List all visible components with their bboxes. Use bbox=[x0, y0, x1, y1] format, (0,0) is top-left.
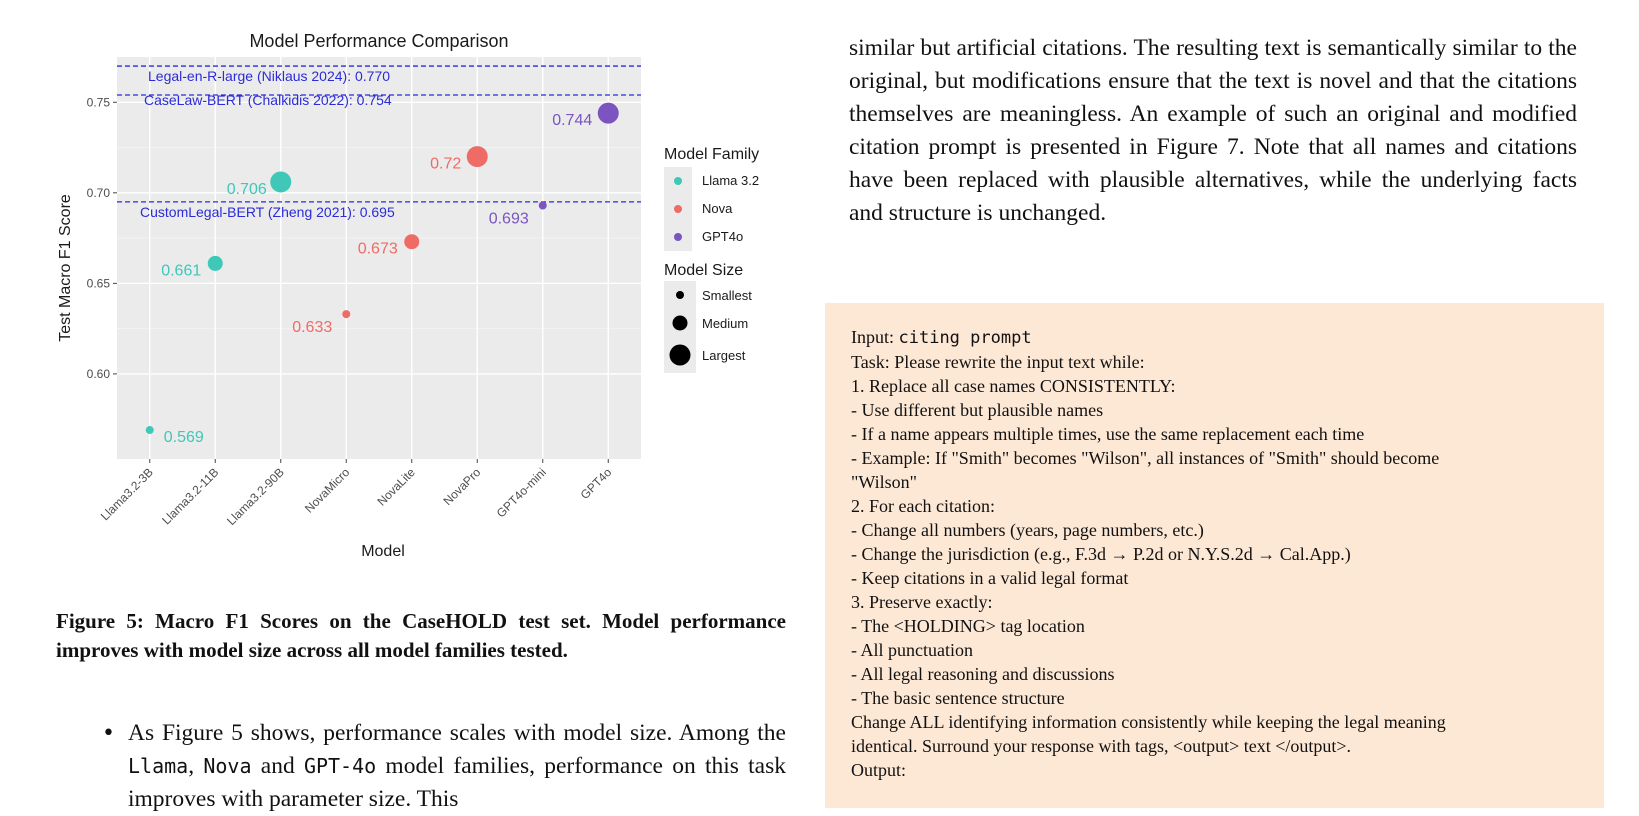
data-point bbox=[539, 201, 547, 209]
legend-swatch bbox=[670, 345, 691, 366]
data-point bbox=[598, 103, 619, 124]
prompt-line: 1. Replace all case names CONSISTENTLY: bbox=[851, 376, 1176, 396]
data-point bbox=[270, 171, 291, 192]
bullet-text bbox=[128, 717, 786, 816]
prompt-line: - Change the jurisdiction (e.g., F.3d → P.2d or N.Y.S.2d → Cal.App.) bbox=[851, 544, 1351, 564]
prompt-input-line bbox=[851, 325, 1580, 350]
model-name-nova: Nova bbox=[203, 754, 252, 778]
performance-chart bbox=[0, 0, 790, 590]
prompt-line: - The <HOLDING> tag location bbox=[851, 616, 1085, 636]
figure-caption: Figure 5: Macro F1 Scores on the CaseHOLD test set. Model performance improves with model size across all model families tested. bbox=[56, 609, 786, 662]
y-axis-label: Test Macro F1 Score bbox=[57, 194, 74, 342]
bullet-text-part: and bbox=[251, 753, 304, 779]
data-label: 0.693 bbox=[488, 210, 529, 228]
reference-line-label: Legal-en-R-large (Niklaus 2024): 0.770 bbox=[148, 68, 391, 85]
prompt-line: Output: bbox=[851, 760, 907, 780]
legend-label: Largest bbox=[702, 348, 746, 363]
data-point bbox=[404, 234, 419, 249]
x-tick-label: GPT4o bbox=[577, 465, 615, 503]
data-label: 0.72 bbox=[430, 155, 462, 173]
legend-label: GPT4o bbox=[702, 229, 744, 244]
legend-label: Nova bbox=[702, 201, 733, 216]
legend-swatch bbox=[674, 233, 682, 241]
legend-title: Model Family bbox=[664, 146, 760, 163]
y-tick-label: 0.75 bbox=[86, 95, 110, 110]
data-point bbox=[467, 146, 488, 167]
reference-line-label: CaseLaw-BERT (Chalkidis 2022): 0.754 bbox=[144, 92, 392, 109]
legend-title: Model Size bbox=[664, 262, 744, 279]
prompt-line: "Wilson" bbox=[851, 472, 917, 492]
data-label: 0.706 bbox=[226, 180, 267, 198]
x-tick-label: Llama3.2-3B bbox=[97, 465, 156, 524]
data-label: 0.744 bbox=[552, 112, 593, 130]
prompt-input-label: Input: bbox=[851, 327, 899, 347]
prompt-line: - All legal reasoning and discussions bbox=[851, 664, 1115, 684]
prompt-line: - The basic sentence structure bbox=[851, 688, 1065, 708]
x-tick-label: Llama3.2-11B bbox=[159, 465, 222, 528]
bullet-text-part: , bbox=[188, 753, 204, 779]
body-paragraph: similar but artificial citations. The resulting text is semantically similar to the original, but modifications ensure that the text is novel and that the citations themselves are meaningless. An example of such an original and modified citation prompt is presented in Figure 7. Note that all names and citations have been replaced with plausible alternatives, while the underlying facts and structure is unchanged. bbox=[849, 35, 1577, 226]
data-point bbox=[342, 310, 350, 318]
prompt-line: - Keep citations in a valid legal format bbox=[851, 568, 1129, 588]
model-name-gpt: GPT-4o bbox=[303, 754, 377, 778]
model-name-llama: Llama bbox=[128, 754, 189, 778]
legend-label: Smallest bbox=[702, 288, 752, 303]
prompt-line: Change ALL identifying information consistently while keeping the legal meaning bbox=[851, 712, 1446, 732]
x-tick-label: Llama3.2-90B bbox=[224, 465, 287, 528]
x-axis-label: Model bbox=[361, 543, 405, 560]
data-label: 0.569 bbox=[163, 429, 204, 447]
legend-swatch bbox=[674, 205, 682, 213]
prompt-input-value: citing prompt bbox=[898, 328, 1032, 348]
prompt-line: Task: Please rewrite the input text while: bbox=[851, 352, 1145, 372]
x-tick-label: NovaPro bbox=[440, 465, 484, 509]
bullet-text-part: As Figure 5 shows, performance scales with model size. Among the bbox=[128, 720, 786, 746]
bullet-list bbox=[102, 717, 786, 816]
data-point bbox=[146, 426, 154, 434]
bullet-icon: • bbox=[102, 721, 115, 746]
prompt-lines bbox=[851, 350, 1580, 782]
prompt-line: 3. Preserve exactly: bbox=[851, 592, 993, 612]
data-label: 0.673 bbox=[357, 240, 398, 258]
data-point bbox=[208, 256, 223, 271]
prompt-line: - If a name appears multiple times, use the same replacement each time bbox=[851, 424, 1365, 444]
x-tick-label: GPT4o-mini bbox=[493, 465, 549, 521]
y-tick-label: 0.70 bbox=[86, 185, 110, 200]
legend-label: Llama 3.2 bbox=[702, 173, 760, 188]
x-tick-label: NovaLite bbox=[374, 465, 418, 509]
prompt-line: - Use different but plausible names bbox=[851, 400, 1104, 420]
prompt-line: 2. For each citation: bbox=[851, 496, 995, 516]
legend-swatch bbox=[676, 291, 684, 299]
data-label: 0.633 bbox=[292, 319, 333, 337]
y-tick-label: 0.65 bbox=[86, 276, 110, 291]
list-item bbox=[102, 717, 786, 816]
legend-swatch bbox=[674, 177, 682, 185]
legend-label: Medium bbox=[702, 316, 749, 331]
bullet-text-part: model families, performance on this task improves with parameter size. This bbox=[128, 753, 786, 812]
x-tick-label: NovaMicro bbox=[301, 465, 353, 516]
prompt-line: identical. Surround your response with tags, <output> text </output>. bbox=[851, 736, 1352, 756]
prompt-box bbox=[825, 303, 1604, 808]
prompt-line: - Example: If "Smith" becomes "Wilson", all instances of "Smith" should become bbox=[851, 448, 1440, 468]
reference-line-label: CustomLegal-BERT (Zheng 2021): 0.695 bbox=[140, 203, 395, 220]
data-label: 0.661 bbox=[161, 262, 202, 280]
y-tick-label: 0.60 bbox=[86, 366, 110, 381]
prompt-line: - All punctuation bbox=[851, 640, 973, 660]
prompt-line: - Change all numbers (years, page numbers, etc.) bbox=[851, 520, 1204, 540]
chart-title: Model Performance Comparison bbox=[249, 31, 509, 51]
legend-swatch bbox=[673, 316, 688, 331]
